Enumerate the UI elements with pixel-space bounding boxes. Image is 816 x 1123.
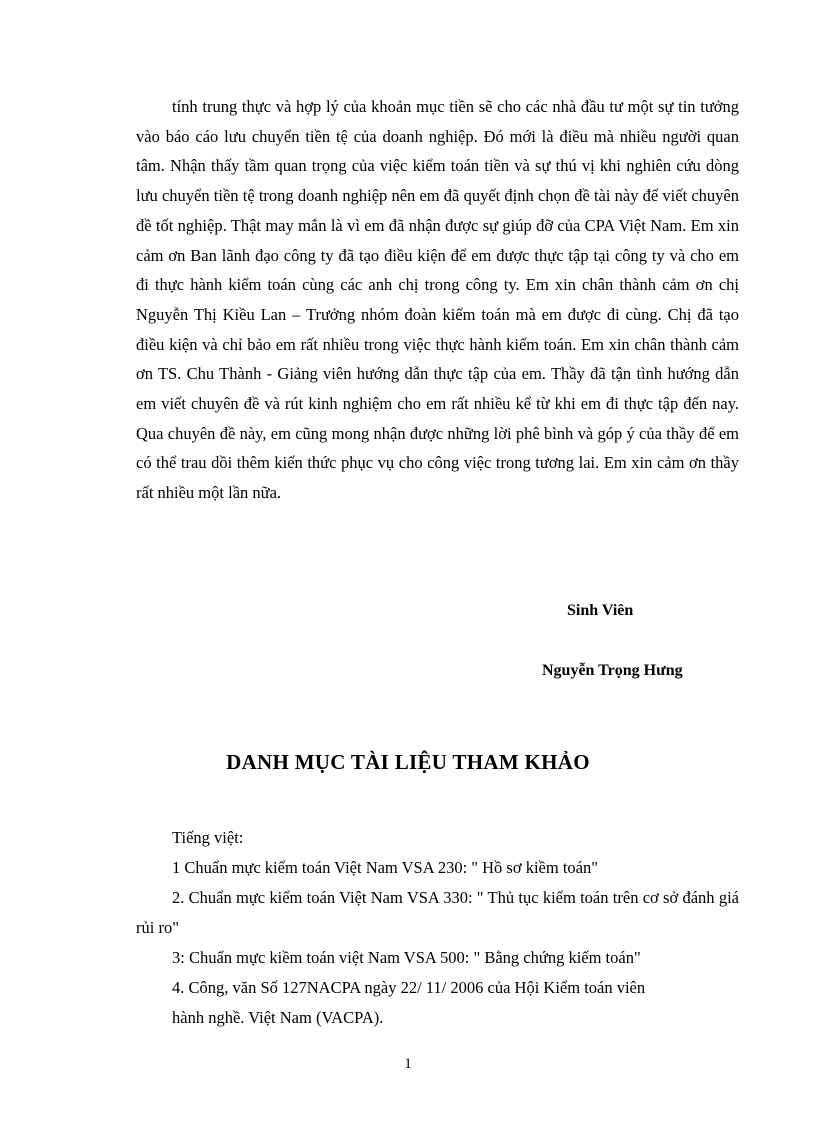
signature-role: Sinh Viên xyxy=(567,602,634,619)
references-title: DANH MỤC TÀI LIỆU THAM KHẢO xyxy=(226,750,590,774)
references-language-heading: Tiếng việt: xyxy=(172,828,244,847)
signature-name: Nguyễn Trọng Hưng xyxy=(542,662,683,679)
references-list xyxy=(136,823,739,1033)
page-number: 1 xyxy=(404,1056,412,1072)
reference-item: 4. Công, văn Số 127NACPA ngày 22/ 11/ 2006 của Hội Kiểm toán viên xyxy=(172,978,646,997)
reference-item: 2. Chuẩn mực kiểm toán Việt Nam VSA 330: " Thủ tục kiểm toán trên cơ sở đánh giá rủi ro" xyxy=(136,888,739,937)
acknowledgement-paragraph: tính trung thực và hợp lý của khoản mục tiền sẽ cho các nhà đầu tư một sự tin tưởng vào báo cáo lưu chuyển tiền tệ của doanh nghiệp. Đó mới là điều mà nhiều người quan tâm. Nhận thấy tầm quan trọng của việc kiểm toán tiền và sự thú vị khi nghiên cứu dòng lưu chuyển tiền tệ trong doanh nghiệp nên em đã quyết định chọn đề tài này để viết chuyên đề tốt nghiệp. Thật may mắn là vì em đã nhận được sự giúp đỡ của CPA Việt Nam. Em xin cảm ơn Ban lãnh đạo công ty đã tạo điều kiện để em được thực tập tại công ty và cho em đi thực hành kiểm toán cùng các anh chị trong công ty. Em xin chân thành cảm ơn chị Nguyễn Thị Kiều Lan – Trưởng nhóm đoàn kiểm toán mà em được đi cùng. Chị đã tạo điều kiện và chỉ bảo em rất nhiều trong việc thực hành kiểm toán. Em xin chân thành cảm ơn TS. Chu Thành - Giảng viên hướng dẫn thực tập của em. Thầy đã tận tình hướng dẫn em viết chuyên đề và rút kinh nghiệm cho em rất nhiều kể từ khi em đi thực tập đến nay. Qua chuyên đề này, em cũng mong nhận được những lời phê bình và góp ý của thầy để em có thể trau dồi thêm kiến thức phục vụ cho công việc trong tương lai. Em xin cảm ơn thầy rất nhiều một lần nữa. xyxy=(136,97,739,503)
reference-item-continuation: hành nghề. Việt Nam (VACPA). xyxy=(172,1008,384,1027)
reference-item: 3: Chuẩn mực kiềm toán việt Nam VSA 500: " Bằng chứng kiếm toán" xyxy=(172,948,641,967)
reference-item: 1 Chuẩn mực kiểm toán Việt Nam VSA 230: " Hồ sơ kiềm toán" xyxy=(172,858,598,877)
